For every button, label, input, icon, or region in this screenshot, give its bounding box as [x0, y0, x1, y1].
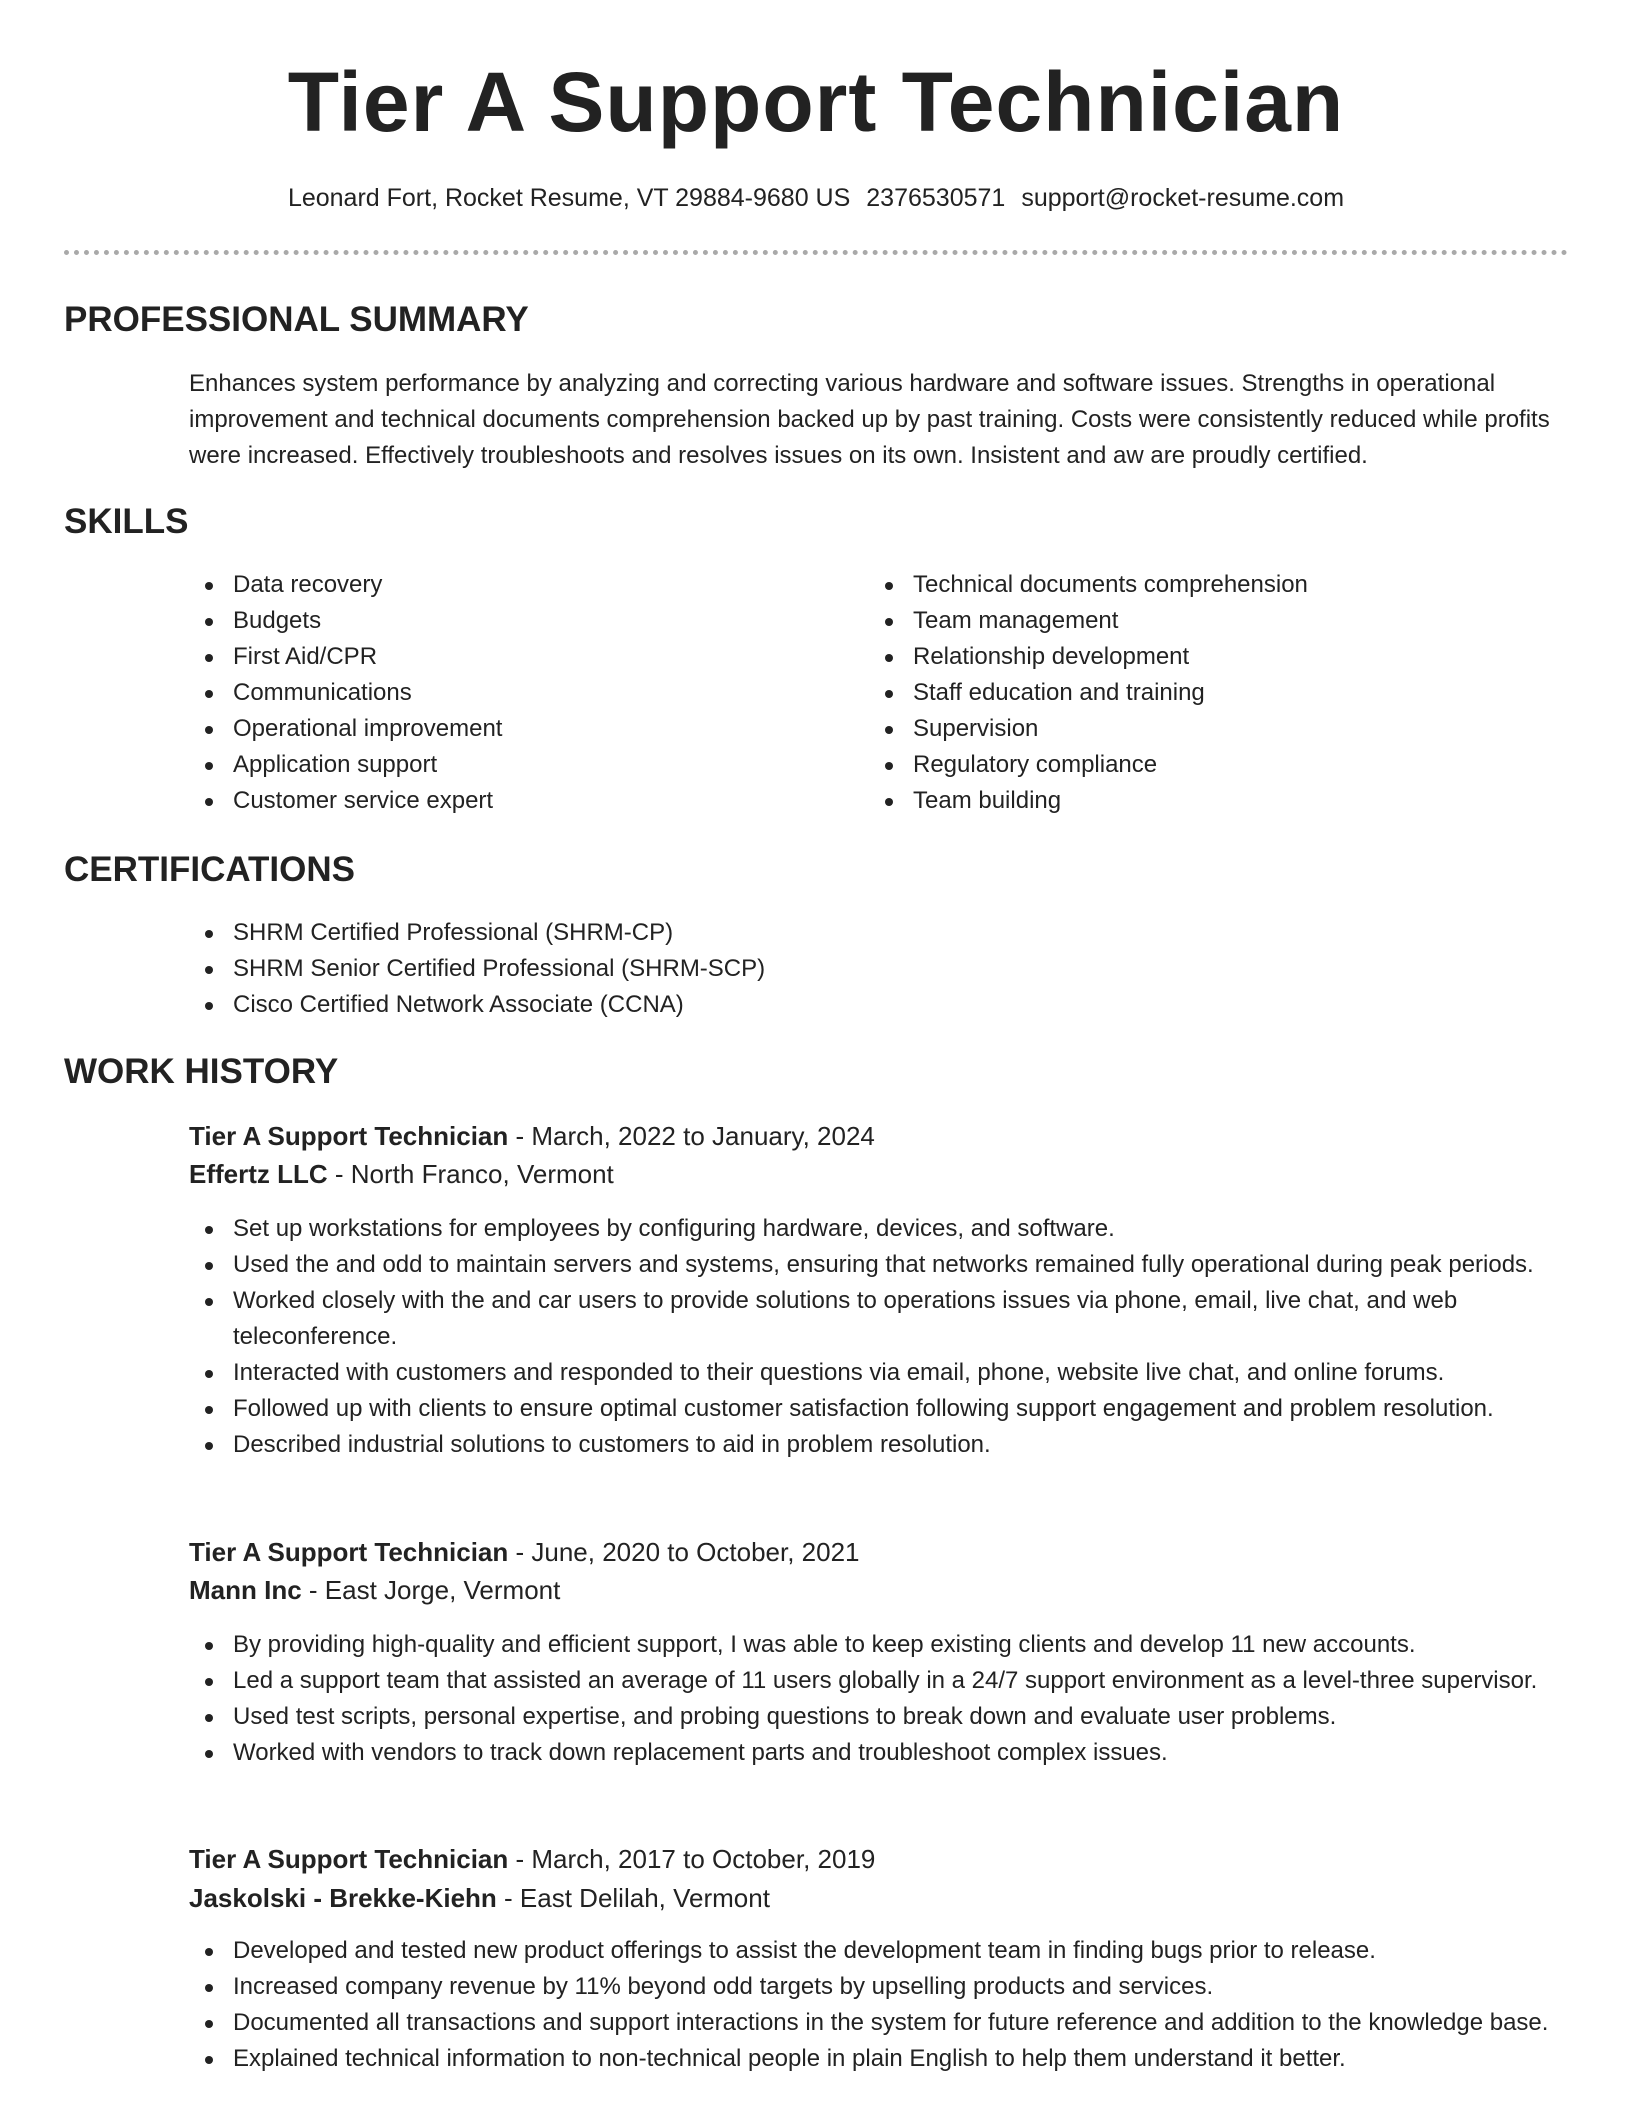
certifications-list: [189, 915, 1569, 1023]
job-bullet: Used the and odd to maintain servers and systems, ensuring that networks remained fully operational during peak periods.: [189, 1247, 1569, 1283]
job-title-line: [189, 1840, 875, 1878]
resume-title: Tier A Support Technician: [287, 55, 1345, 149]
skill-item: Staff education and training: [869, 675, 1549, 711]
job-company: Effertz LLC: [189, 1159, 328, 1189]
skill-item: Operational improvement: [189, 711, 829, 747]
skill-item: First Aid/CPR: [189, 639, 829, 675]
contact-line: [0, 180, 1632, 216]
job-location: - East Delilah, Vermont: [496, 1883, 770, 1913]
contact-email: support@rocket-resume.com: [1021, 184, 1345, 212]
summary-heading: PROFESSIONAL SUMMARY: [64, 300, 529, 339]
skill-item: Regulatory compliance: [869, 747, 1549, 783]
job-bullet: Led a support team that assisted an average of 11 users globally in a 24/7 support environment as a level-three supervisor.: [189, 1663, 1569, 1699]
skill-item: Communications: [189, 675, 829, 711]
summary-text: Enhances system performance by analyzing and correcting various hardware and software issues. Strengths in operational improvement and technical documents comprehension backed up by past training. Costs were consistently reduced while profits were increased. Effectively troubleshoots and resolves issues on its own. Insistent and aw are proudly certified.: [189, 370, 1550, 469]
job-bullet: Worked with vendors to track down replacement parts and troubleshoot complex issues.: [189, 1735, 1569, 1771]
job-location: - East Jorge, Vermont: [301, 1575, 561, 1605]
job-bullet: Increased company revenue by 11% beyond odd targets by upselling products and services.: [189, 1969, 1569, 2005]
job-company-line: [189, 1155, 614, 1193]
job-title-line: [189, 1533, 860, 1571]
job-bullet: By providing high-quality and efficient support, I was able to keep existing clients and develop 11 new accounts.: [189, 1627, 1569, 1663]
skill-item: Customer service expert: [189, 783, 829, 819]
certification-item: Cisco Certified Network Associate (CCNA): [189, 987, 1569, 1023]
job-role: Tier A Support Technician: [189, 1844, 509, 1874]
skill-item: Relationship development: [869, 639, 1549, 675]
job-dates: - March, 2022 to January, 2024: [508, 1121, 875, 1151]
job-title-line: [189, 1117, 875, 1155]
job-bullets: [189, 1933, 1569, 2077]
header-divider: [64, 250, 1568, 255]
job-dates: - March, 2017 to October, 2019: [508, 1844, 876, 1874]
skills-list-left: [189, 567, 829, 819]
contact-address: Leonard Fort, Rocket Resume, VT 29884-9680 US: [287, 184, 851, 212]
job-role: Tier A Support Technician: [189, 1537, 509, 1567]
job-company-line: [189, 1879, 770, 1917]
skills-list-right: [869, 567, 1549, 819]
skill-item: Team building: [869, 783, 1549, 819]
skill-item: Data recovery: [189, 567, 829, 603]
job-company-line: [189, 1571, 560, 1609]
skill-item: Supervision: [869, 711, 1549, 747]
job-dates: - June, 2020 to October, 2021: [508, 1537, 860, 1567]
job-company: Mann Inc: [189, 1575, 302, 1605]
job-bullet: Described industrial solutions to customers to aid in problem resolution.: [189, 1427, 1569, 1463]
skills-heading: SKILLS: [64, 502, 189, 541]
job-bullets: [189, 1211, 1569, 1463]
job-bullet: Developed and tested new product offerings to assist the development team in finding bugs prior to release.: [189, 1933, 1569, 1969]
job-bullet: Explained technical information to non-technical people in plain English to help them understand it better.: [189, 2041, 1569, 2077]
job-bullet: Used test scripts, personal expertise, and probing questions to break down and evaluate user problems.: [189, 1699, 1569, 1735]
certification-item: SHRM Certified Professional (SHRM-CP): [189, 915, 1569, 951]
job-bullet: Followed up with clients to ensure optimal customer satisfaction following support engagement and problem resolution.: [189, 1391, 1569, 1427]
skill-item: Application support: [189, 747, 829, 783]
certifications-heading: CERTIFICATIONS: [64, 850, 356, 889]
job-bullets: [189, 1627, 1569, 1771]
job-bullet: Set up workstations for employees by configuring hardware, devices, and software.: [189, 1211, 1569, 1247]
skill-item: Team management: [869, 603, 1549, 639]
certification-item: SHRM Senior Certified Professional (SHRM-SCP): [189, 951, 1569, 987]
job-bullet: Documented all transactions and support interactions in the system for future reference and addition to the knowledge base.: [189, 2005, 1569, 2041]
work-history-heading: WORK HISTORY: [64, 1052, 339, 1091]
job-bullet: Worked closely with the and car users to provide solutions to operations issues via phone, email, live chat, and web teleconference.: [189, 1283, 1569, 1355]
job-location: - North Franco, Vermont: [327, 1159, 614, 1189]
skill-item: Technical documents comprehension: [869, 567, 1549, 603]
skill-item: Budgets: [189, 603, 829, 639]
contact-phone: 2376530571: [866, 184, 1006, 212]
job-company: Jaskolski - Brekke-Kiehn: [189, 1883, 497, 1913]
job-role: Tier A Support Technician: [189, 1121, 509, 1151]
job-bullet: Interacted with customers and responded to their questions via email, phone, website live chat, and online forums.: [189, 1355, 1569, 1391]
